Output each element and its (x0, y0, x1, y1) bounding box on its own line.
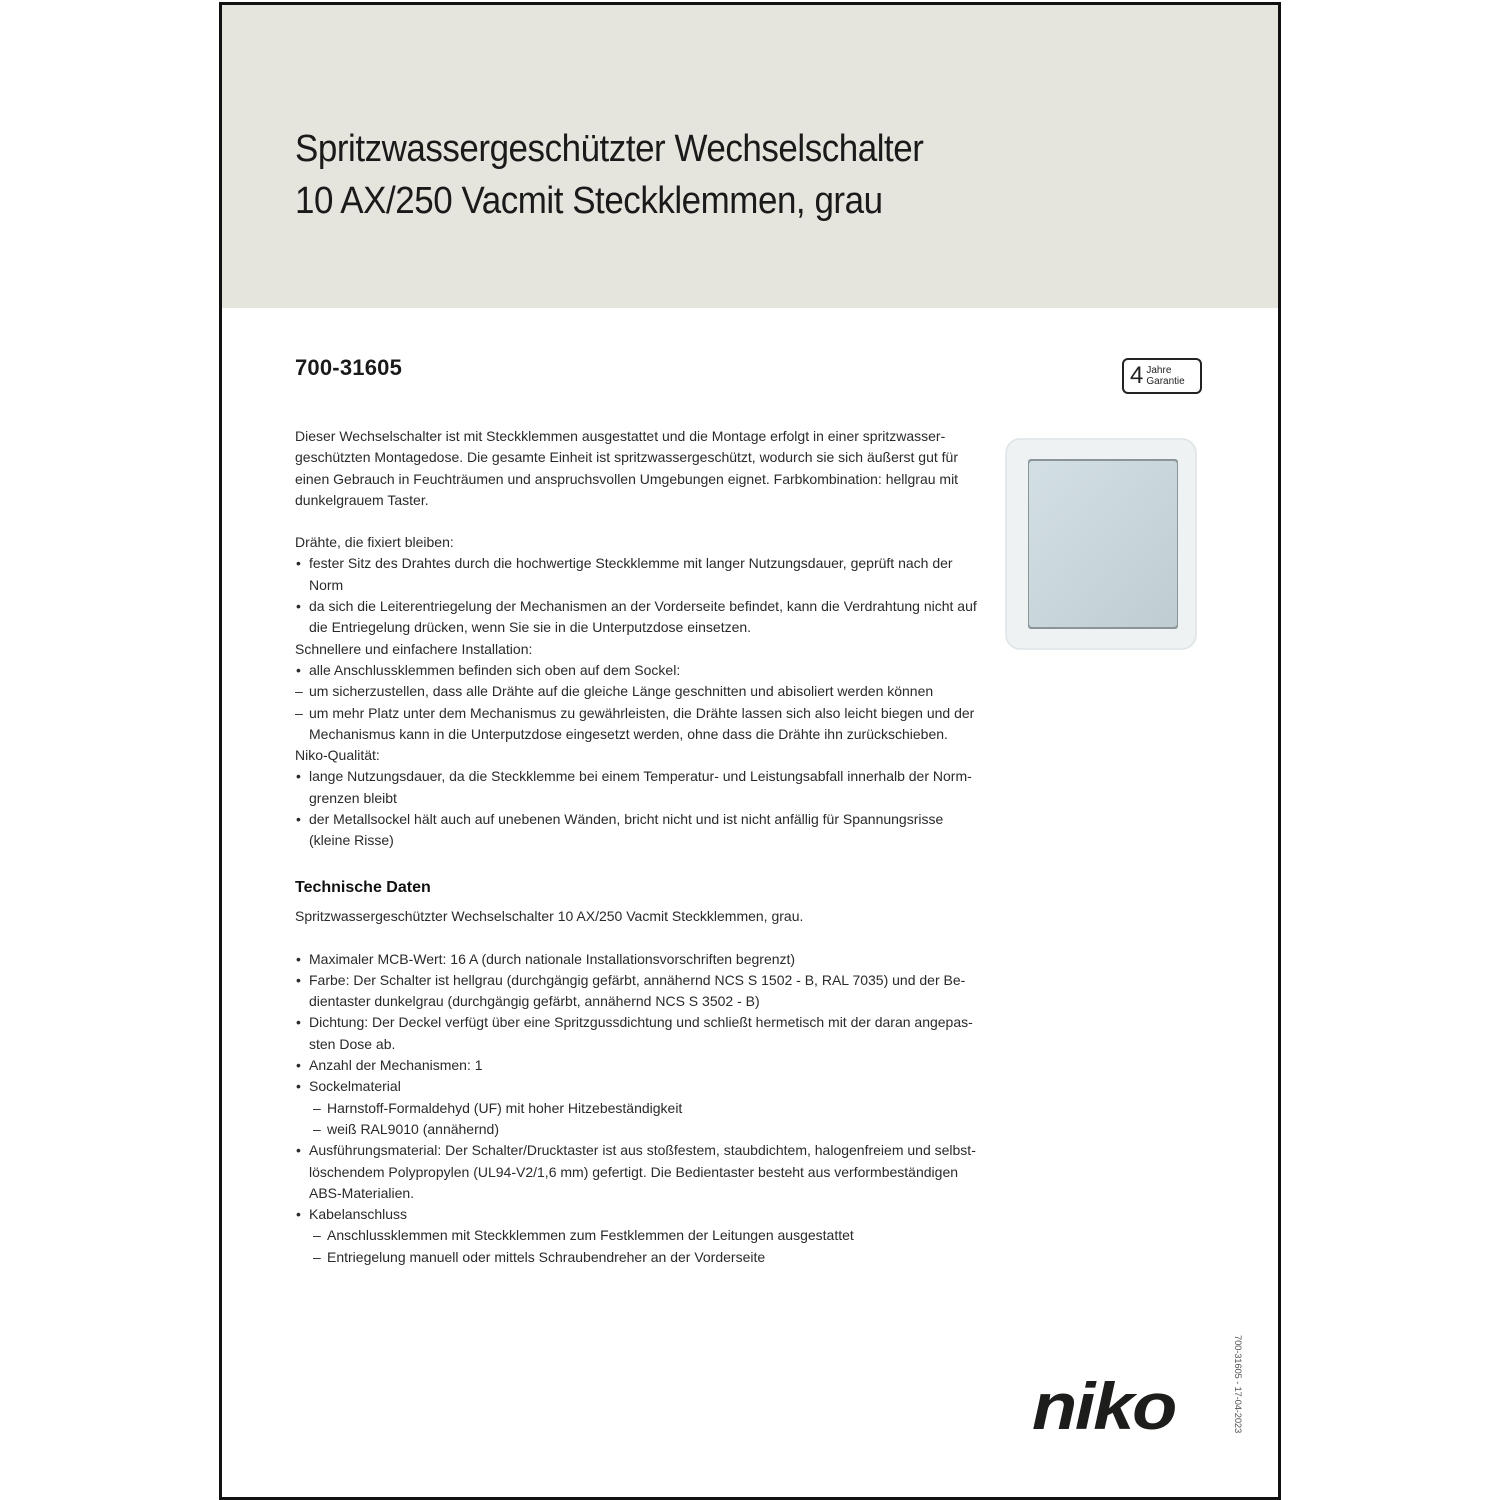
header-band (222, 5, 1278, 308)
sub-list-item (295, 703, 985, 746)
article-number: 700-31605 (295, 355, 403, 380)
intro-paragraph: Dieser Wechselschalter ist mit Steckklemmen ausgestattet und die Montage erfolgt in einer spritzwasser-geschützten Montagedose. Die gesamte Einheit ist spritzwassergeschützt, wodurch sie sich äußerst gut für einen Gebrauch in Feuchträumen und anspruchsvollen Umgebungen eignet. Farbkombination: hellgrau mit dunkelgrauem Taster. (295, 428, 959, 508)
sub-list-item (295, 1119, 985, 1140)
warranty-label (1146, 365, 1184, 387)
dash-mark: – (313, 1227, 321, 1244)
dash-mark: – (295, 704, 303, 721)
sub-list-text: um mehr Platz unter dem Mechanismus zu gewährleisten, die Drähte lassen sich also leicht biegen und der Mechanismus kann in die Unterputzdose eingesetzt werden, ohne dass die Drähte ihn zurückschieben. (309, 704, 975, 742)
datasheet-page (219, 2, 1281, 1500)
list-item: • Anzahl der Mechanismen: 1 (295, 1055, 985, 1076)
list-item: • alle Anschlussklemmen befinden sich oben auf dem Sockel: (295, 660, 985, 681)
list-item: • da sich die Leiterentriegelung der Mechanismen an der Vorderseite befindet, kann die Verdrahtung nicht auf die Entriegelung drücken, wenn Sie sie in die Unterputzdose einsetzen. (295, 596, 985, 639)
warranty-label-line1: Jahre (1146, 365, 1172, 376)
list-item: • Sockelmaterial (295, 1076, 985, 1097)
document-reference: 700-31605 - 17-04-2023 (1232, 1335, 1243, 1434)
title-line-2: 10 AX/250 Vacmit Steckklemmen, grau (295, 180, 883, 222)
list-item: • Ausführungsmaterial: Der Schalter/Drucktaster ist aus stoßfestem, staubdichtem, halogenfreiem und selbst-löschendem Polypropylen (UL94-V2/1,6 mm) gefertigt. Die Bedientaster besteht aus verformbeständigen ABS-Materialien. (295, 1140, 985, 1204)
quality-heading: Niko-Qualität: (295, 747, 380, 764)
warranty-years: 4 (1130, 362, 1144, 389)
product-title (295, 123, 1123, 227)
sub-list-item (295, 1098, 985, 1119)
list-item: • Farbe: Der Schalter ist hellgrau (durchgängig gefärbt, annähernd NCS S 1502 - B, RAL 7035) und der Be-dientaster dunkelgrau (durchgängig gefärbt, annähernd NCS S 3502 - B) (295, 970, 985, 1013)
list-item: • Kabelanschluss (295, 1204, 985, 1225)
list-item: • lange Nutzungsdauer, da die Steckklemme bei einem Temperatur- und Leistungsabfall innerhalb der Norm-grenzen bleibt (295, 766, 985, 809)
technical-data (295, 877, 985, 1268)
list-item: • Dichtung: Der Deckel verfügt über eine Spritzgussdichtung und schließt hermetisch mit der daran angepas-sten Dose ab. (295, 1012, 985, 1055)
title-line-1: Spritzwassergeschützter Wechselschalter (295, 128, 924, 170)
technical-data-heading: Technische Daten (295, 879, 431, 896)
sub-list-item (295, 1225, 985, 1246)
list-item: • fester Sitz des Drahtes durch die hochwertige Steckklemme mit langer Nutzungsdauer, geprüft nach der Norm (295, 553, 985, 596)
install-heading: Schnellere und einfachere Installation: (295, 640, 533, 657)
dash-mark: – (313, 1099, 321, 1116)
list-item: • Maximaler MCB-Wert: 16 A (durch nationale Installationsvorschriften begrenzt) (295, 949, 985, 970)
sub-list-text: weiß RAL9010 (annähernd) (327, 1120, 499, 1137)
warranty-label-line2: Garantie (1146, 376, 1185, 387)
product-image-switch (1002, 433, 1200, 653)
dash-mark: – (295, 683, 303, 700)
wires-heading: Drähte, die fixiert bleiben: (295, 534, 454, 551)
sub-list-text: Harnstoff-Formaldehyd (UF) mit hoher Hitzebeständigkeit (327, 1099, 683, 1116)
niko-logo: niko (1032, 1369, 1176, 1443)
sub-list-item (295, 1247, 985, 1268)
sub-list-text: Entriegelung manuell oder mittels Schraubendreher an der Vorderseite (327, 1248, 766, 1265)
sub-list-text: um sicherzustellen, dass alle Drähte auf die gleiche Länge geschnitten und abisoliert werden können (309, 683, 934, 700)
warranty-badge (1122, 358, 1202, 394)
sub-list-text: Anschlussklemmen mit Steckklemmen zum Festklemmen der Leitungen ausgestattet (327, 1227, 854, 1244)
technical-summary: Spritzwassergeschützter Wechselschalter 10 AX/250 Vacmit Steckklemmen, grau. (295, 908, 804, 925)
dash-mark: – (313, 1120, 321, 1137)
dash-mark: – (313, 1248, 321, 1265)
list-item: • der Metallsockel hält auch auf unebenen Wänden, bricht nicht und ist nicht anfällig für Spannungsrisse (kleine Risse) (295, 809, 985, 852)
sub-list-item (295, 681, 985, 702)
product-description (295, 426, 985, 852)
